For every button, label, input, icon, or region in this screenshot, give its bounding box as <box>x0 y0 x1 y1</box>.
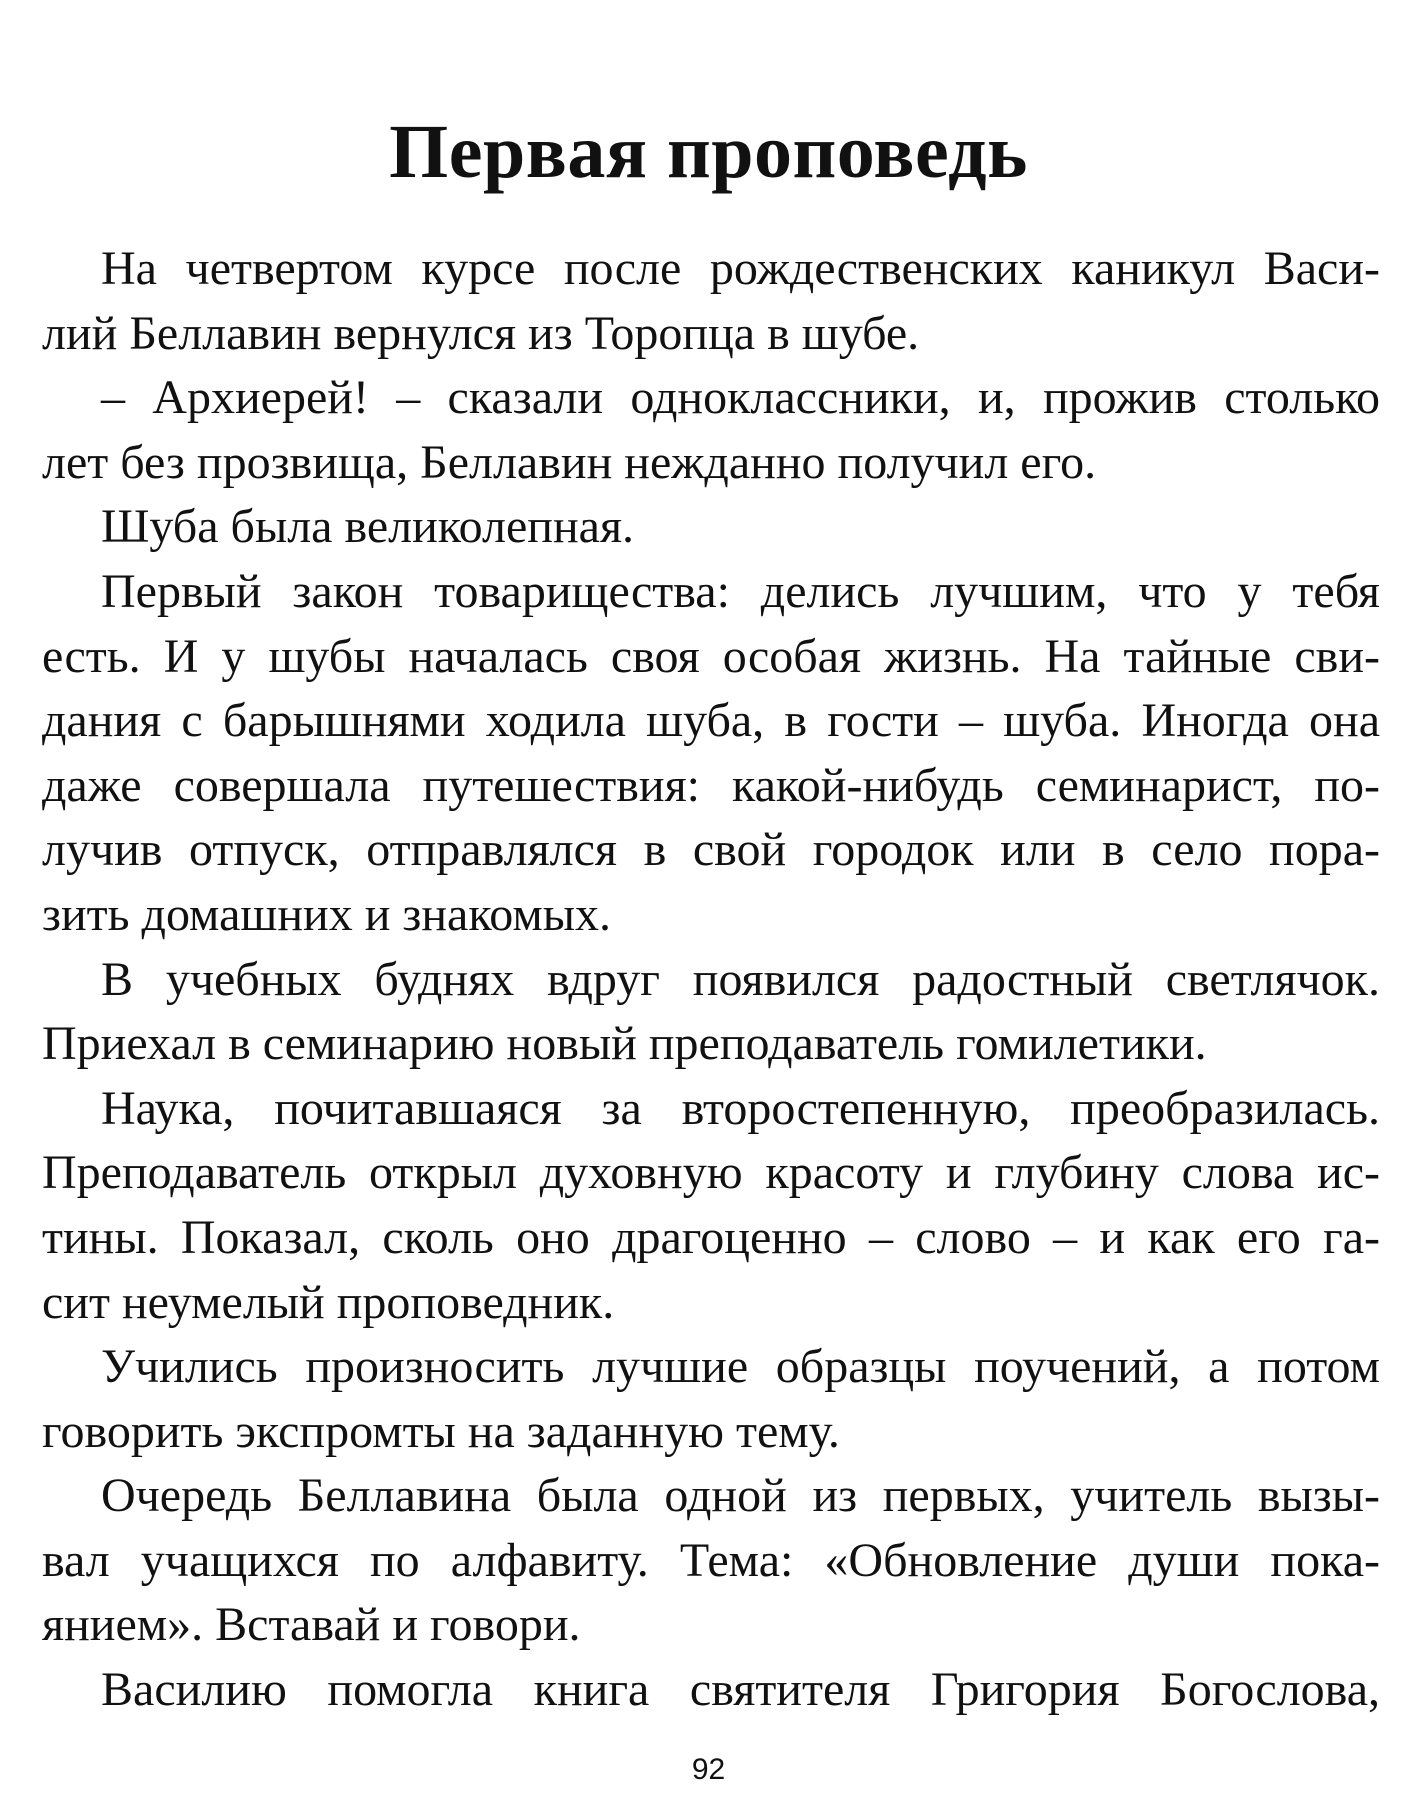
body-text <box>42 237 1380 1723</box>
chapter-title: Первая проповедь <box>389 110 1028 194</box>
text-line: Преподаватель открыл духовную красоту и глубину слова ис- <box>42 1146 1380 1200</box>
text-line: Первый закон товарищества: делись лучшим, что у тебя <box>101 564 1380 618</box>
text-line: есть. И у шубы началась своя особая жизнь. На тайные сви- <box>42 629 1380 683</box>
text-line: говорить экспромты на заданную тему. <box>42 1404 840 1458</box>
text-line: Приехал в семинарию новый преподаватель гомилетики. <box>42 1017 1207 1071</box>
text-line: лий Беллавин вернулся из Торопца в шубе. <box>42 306 920 360</box>
text-line: Учились произносить лучшие образцы поучений, а потом <box>101 1340 1380 1394</box>
text-line: лет без прозвища, Беллавин нежданно получил его. <box>42 435 1097 489</box>
page-number: 92 <box>691 1753 726 1786</box>
text-line: Василию помогла книга святителя Григория Богослова, <box>101 1663 1380 1717</box>
text-line: Наука, почитавшаяся за второстепенную, преобразилась. <box>101 1081 1380 1135</box>
text-line: Шуба была великолепная. <box>101 500 635 554</box>
text-line: вал учащихся по алфавиту. Тема: «Обновление души пока- <box>42 1533 1380 1587</box>
text-line: зить домашних и знакомых. <box>42 887 611 941</box>
text-line: На четвертом курсе после рождественских каникул Васи- <box>101 242 1380 295</box>
text-line: лучив отпуск, отправлялся в свой городок или в село пора- <box>42 823 1380 877</box>
text-line: сит неумелый проповедник. <box>42 1275 615 1329</box>
text-line: янием». Вставай и говори. <box>42 1598 581 1652</box>
text-line: тины. Показал, сколь оно драгоценно – слово – и как его га- <box>42 1210 1380 1264</box>
text-line: В учебных буднях вдруг появился радостный светлячок. <box>101 952 1380 1006</box>
text-line: – Архиерей! – сказали одноклассники, и, прожив столько <box>101 371 1380 425</box>
text-line: Очередь Беллавина была одной из первых, учитель вызы- <box>101 1469 1380 1523</box>
text-line: дания с барышнями ходила шуба, в гости – шуба. Иногда она <box>42 694 1380 748</box>
text-line: даже совершала путешествия: какой-нибудь семинарист, по- <box>42 758 1380 812</box>
